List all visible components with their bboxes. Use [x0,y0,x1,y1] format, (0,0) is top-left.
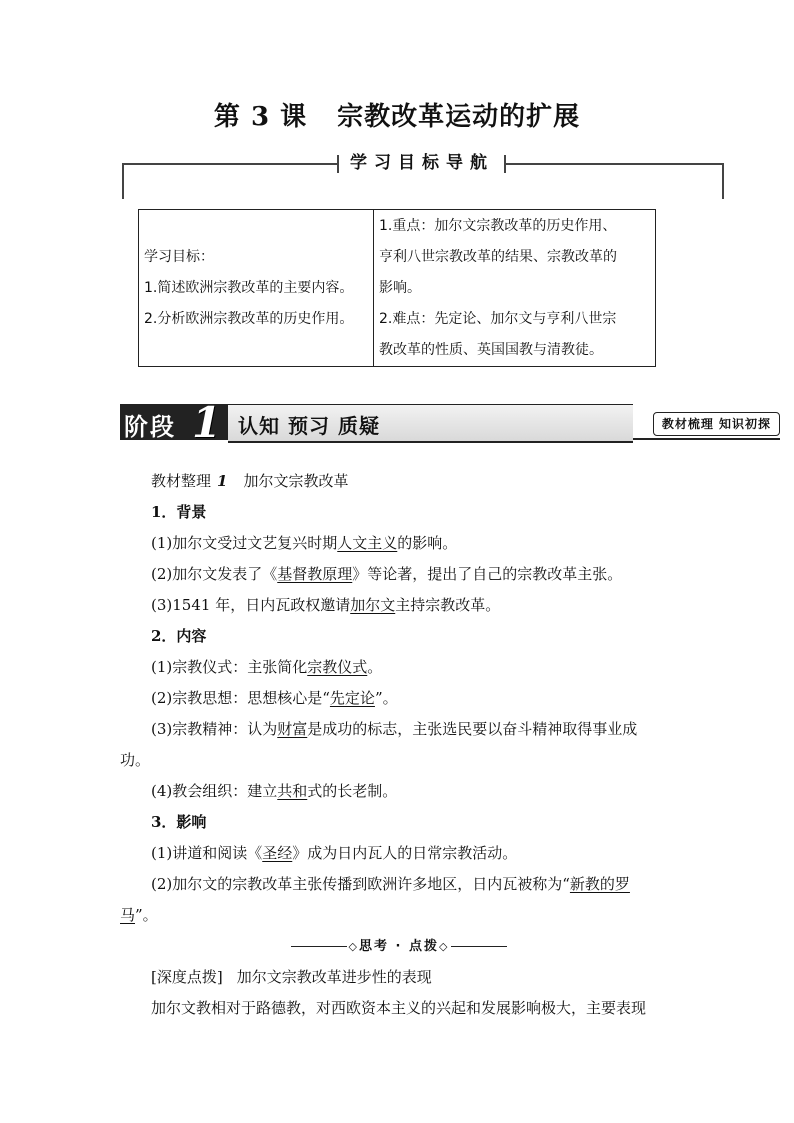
goals-table [138,209,656,367]
deep-note-text: 加尔文教相对于路德教，对西欧资本主义的兴起和发展影响极大，主要表现 [151,999,647,1017]
focus-line: 1.重点：加尔文宗教改革的历史作用、 [379,217,617,234]
stage-label: 阶段 [124,413,176,441]
nav-header: 学习目标导航 [350,153,494,173]
content-item: (2)宗教思想：思想核心是“先定论”。 [151,689,398,707]
frame-left-edge [122,163,124,199]
content-item-continued: 功。 [120,751,151,769]
heading-background: 1．背景 [151,503,207,521]
focus-line: 亨利八世宗教改革的结果、宗教改革的 [379,248,617,265]
influence-item-continued: 马”。 [120,906,158,924]
frame-top-right [506,163,724,165]
focus-cell [374,210,656,367]
focus-line: 影响。 [379,279,421,296]
influence-item: (2)加尔文的宗教改革主张传播到欧洲许多地区，日内瓦被称为“新教的罗 [151,875,630,893]
banner-rule [633,438,780,440]
content-item: (1)宗教仪式：主张简化宗教仪式。 [151,658,383,676]
stage-banner [120,398,780,447]
background-item: (2)加尔文发表了《基督教原理》等论著，提出了自己的宗教改革主张。 [151,565,623,583]
influence-item: (1)讲道和阅读《圣经》成为日内瓦人的日常宗教活动。 [151,844,518,862]
background-item: (1)加尔文受过文艺复兴时期人文主义的影响。 [151,534,458,552]
goals-cell [139,210,374,367]
page-title [0,96,794,133]
stage-tag: 教材梳理 知识初探 [653,412,780,436]
content-item: (3)宗教精神：认为财富是成功的标志，主张选民要以奋斗精神取得事业成 [151,720,638,738]
background-item: (3)1541 年，日内瓦政权邀请加尔文主持宗教改革。 [151,596,501,614]
frame-top-left [122,163,338,165]
stage-title: 认知 预习 质疑 [238,414,380,438]
frame-right-edge [722,163,724,199]
frame-tick-left [337,155,339,173]
goal-item: 1.简述欧洲宗教改革的主要内容。 [144,279,354,296]
stage-number: 1 [192,398,222,447]
heading-content: 2．内容 [151,627,207,645]
think-divider: ◇思考 · 点拨◇ [120,931,678,962]
goal-item: 2.分析欧洲宗教改革的历史作用。 [144,310,354,327]
frame-tick-right [504,155,506,173]
stage-title-block [228,404,633,443]
lesson-body [120,466,678,1024]
heading-influence: 3．影响 [151,813,207,831]
deep-note-heading: [深度点拨] 加尔文宗教改革进步性的表现 [151,968,432,986]
lesson-name: 宗教改革运动的扩展 [337,102,581,132]
goals-label: 学习目标： [144,248,214,265]
content-item: (4)教会组织：建立共和式的长老制。 [151,782,398,800]
section-heading: 教材整理 1 加尔文宗教改革 [151,472,349,490]
lesson-number: 第 3 课 [213,102,308,132]
focus-line: 教改革的性质、英国国教与清教徒。 [379,341,603,358]
focus-line: 2.难点：先定论、加尔文与亨利八世宗 [379,310,617,327]
